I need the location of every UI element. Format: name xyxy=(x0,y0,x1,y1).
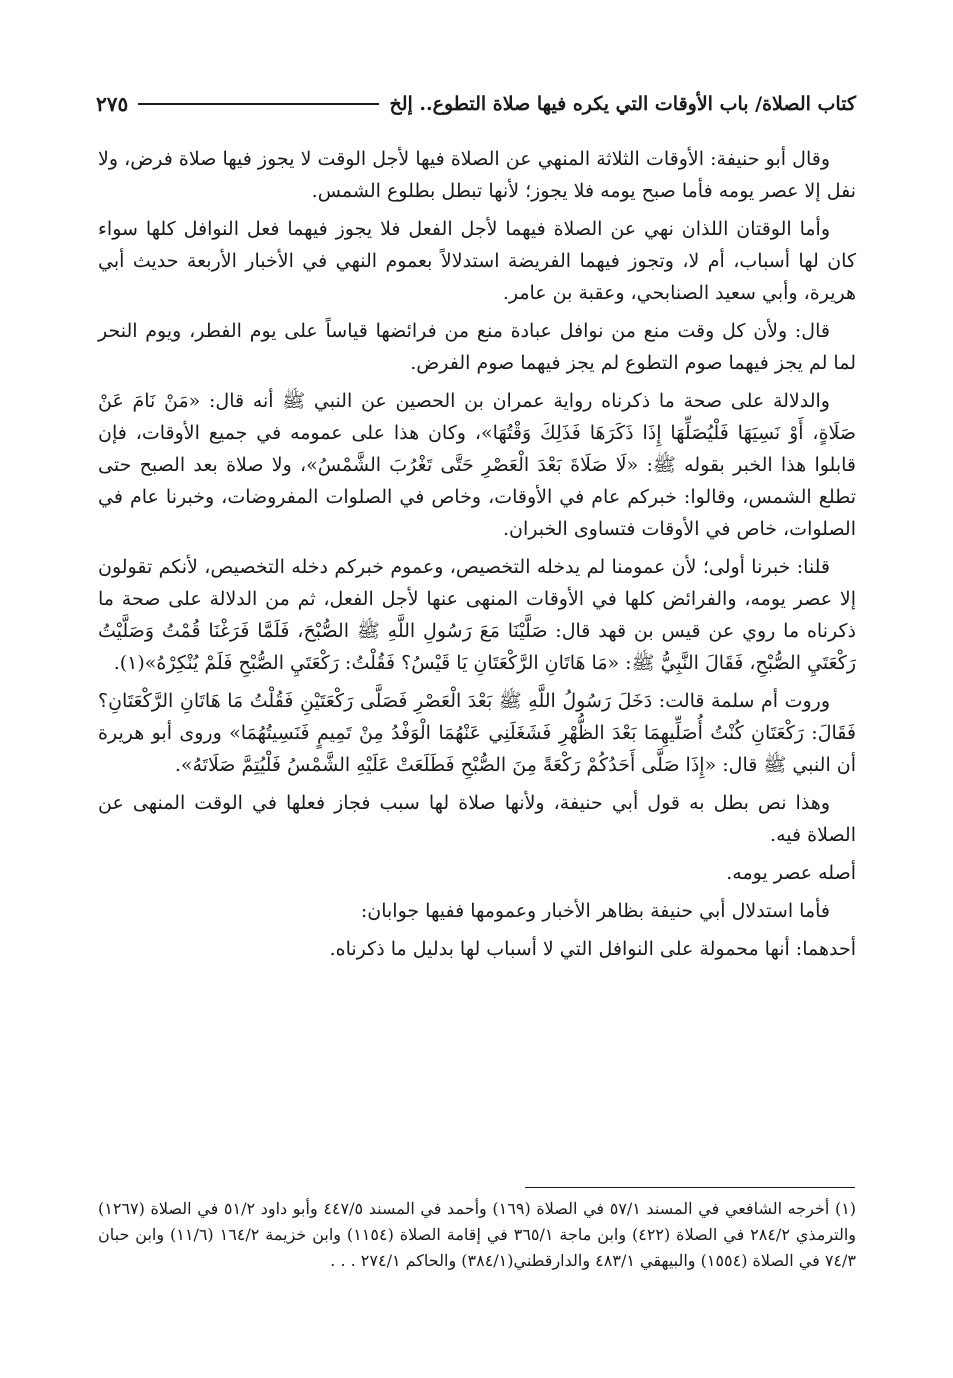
paragraph: والدلالة على صحة ما ذكرناه رواية عمران بن الحصين عن النبي ﷺ أنه قال: «مَنْ نَامَ عَنْ صَلَاةٍ، أَوْ نَسِيَهَا فَلْيُصَلِّهَا إِذَا ذَكَرَهَا فَذَلِكَ وَقْتُهَا»، وكان هذا على عمومه في جميع الأوقات، فإن قابلوا هذا الخبر بقوله ﷺ: «لَا صَلَاةَ بَعْدَ الْعَصْرِ حَتَّى تَغْرُبَ الشَّمْسُ»، ولا صلاة بعد الصبح حتى تطلع الشمس، وقالوا: خبركم عام في الأوقات، وخاص في الصلوات المفروضات، وخبرنا عام في الصلوات، خاص في الأوقات فتساوى الخبران. xyxy=(98,390,856,540)
paragraph: أصله عصر يومه. xyxy=(726,862,856,884)
footnote xyxy=(98,1196,856,1274)
footnote-text: (١) أخرجه الشافعي في المسند ٥٧/١ في الصلاة (١٦٩) وأحمد في المسند ٤٤٧/٥ وأبو داود ٥١/٢ في الصلاة (١٢٦٧) والترمذي ٢٨٤/٢ في الصلاة (٤٢٢) وابن ماجة ٣٦٥/١ في إقامة الصلاة (١١٥٤) وابن خزيمة ١٦٤/٢ (١١/٦) وابن حبان ٧٤/٣ في الصلاة (١٥٥٤) والبيهقي ٤٨٣/١ والدارقطني(٣٨٤/١) والحاكم ٢٧٤/١ . . . xyxy=(98,1199,857,1270)
header-title: كتاب الصلاة/ باب الأوقات التي يكره فيها صلاة التطوع.. إلخ xyxy=(389,93,856,115)
paragraph: وأما الوقتان اللذان نهي عن الصلاة فيهما لأجل الفعل فلا يجوز فيهما فعل النوافل كلها سواء كان لها أسباب، أم لا، وتجوز فيهما الفريضة استدلالاً بعموم النهي في الأخبار الأربعة حديث أبي هريرة، وأبي سعيد الصنابحي، وعقبة بن عامر. xyxy=(98,218,856,304)
main-text xyxy=(98,143,856,971)
paragraph: فأما استدلال أبي حنيفة بظاهر الأخبار وعمومها ففيها جوابان: xyxy=(360,900,830,922)
footnote-separator xyxy=(525,1187,855,1188)
paragraph: وروت أم سلمة قالت: دَخَلَ رَسُولُ اللَّهِ ﷺ بَعْدَ الْعَصْرِ فَصَلَّى رَكْعَتَيْنِ فَقُلْتُ مَا هَاتَانِ الرَّكْعَتَانِ؟ فَقَالَ: رَكْعَتَانِ كُنْتُ أُصَلِّيهِمَا بَعْدَ الظُّهْرِ فَشَغَلَنِي عَنْهُمَا الْوَفْدُ مِنْ تَمِيمٍ فَنَسِيتُهُمَا» وروى أبو هريرة أن النبي ﷺ قال: «إِذَا صَلَّى أَحَدُكُمْ رَكْعَةً مِنَ الصُّبْحِ فَطَلَعَتْ عَلَيْهِ الشَّمْسُ فَلْيُتِمَّ صَلَاتَهُ». xyxy=(98,690,856,776)
paragraph: قال: ولأن كل وقت منع من نوافل عبادة منع من فرائضها قياساً على يوم الفطر، ويوم النحر لما لم يجز فيهما صوم التطوع لم يجز فيهما صوم الفرض. xyxy=(98,320,856,374)
paragraph: قلنا: خبرنا أولى؛ لأن عمومنا لم يدخله التخصيص، وعموم خبركم دخله التخصيص، لأنكم تقولون إلا عصر يومه، والفرائض كلها في الأوقات المنهى عنها لأجل الفعل، ثم من الدلالة على صحة ما ذكرناه ما روي عن قيس بن قهد قال: صَلَّيْنَا مَعَ رَسُولِ اللَّهِ ﷺ الصُّبْحَ، فَلَمَّا فَرَغْنَا قُمْتُ وَصَلَّيْتُ رَكْعَتَيِ الصُّبْحِ، فَقَالَ النَّبِيُّ ﷺ: «مَا هَاتَانِ الرَّكْعَتَانِ يَا قَيْسُ؟ فَقُلْتُ: رَكْعَتَيِ الصُّبْحِ فَلَمْ يُنْكِرْهُ»(١). xyxy=(98,556,856,674)
running-header xyxy=(96,86,856,122)
paragraph: وهذا نص بطل به قول أبي حنيفة، ولأنها صلاة لها سبب فجاز فعلها في الوقت المنهى عن الصلاة فيه. xyxy=(98,792,856,846)
page-number: ٢٧٥ xyxy=(96,92,129,116)
paragraph: أحدهما: أنها محمولة على النوافل التي لا أسباب لها بدليل ما ذكرناه. xyxy=(329,938,856,960)
paragraph: وقال أبو حنيفة: الأوقات الثلاثة المنهي عن الصلاة فيها لأجل الوقت لا يجوز فيها صلاة فرض، ولا نفل إلا عصر يومه فأما صبح يومه فلا يجوز؛ لأنها تبطل بطلوع الشمس. xyxy=(98,148,856,202)
header-rule xyxy=(138,103,379,105)
